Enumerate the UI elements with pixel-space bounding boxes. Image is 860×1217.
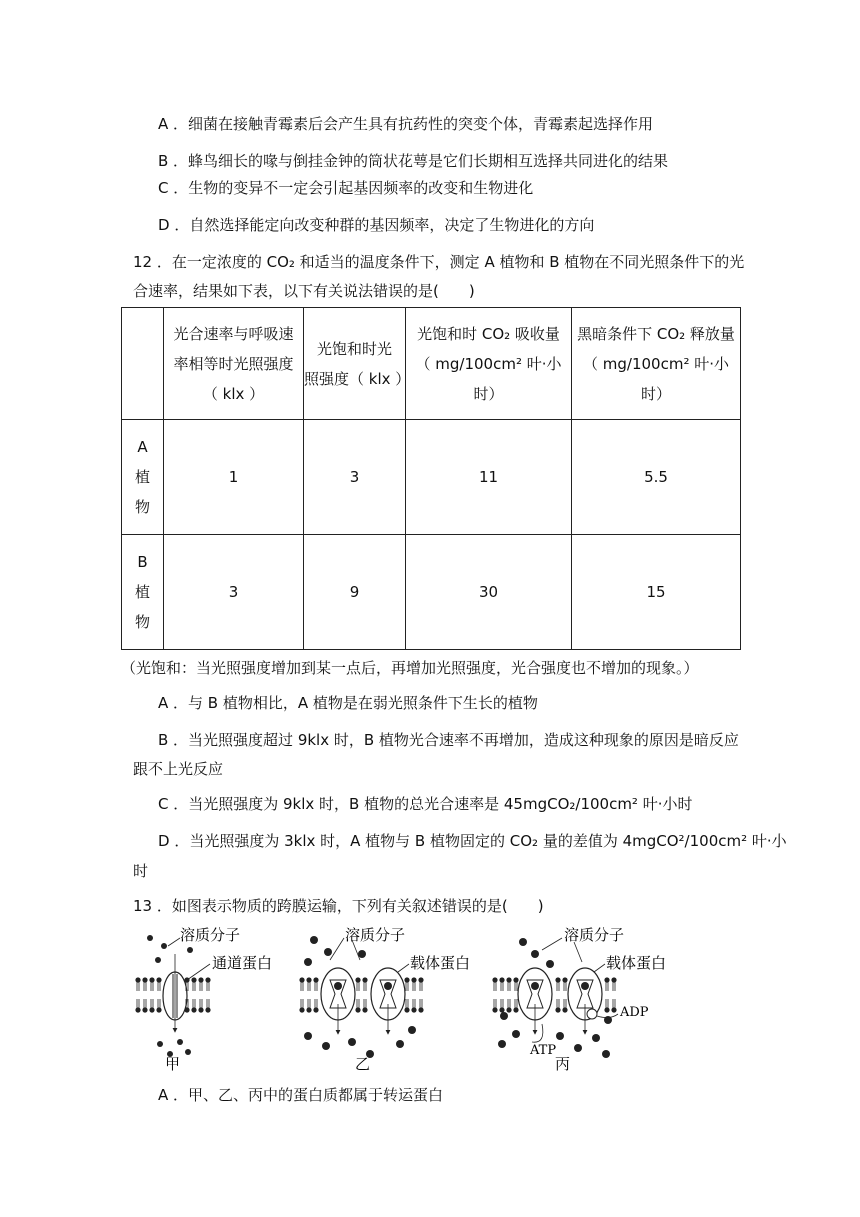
- panel-jia: [147, 926, 272, 1072]
- table-cell: 3: [164, 535, 304, 650]
- header-cell-co2-uptake: 光饱和时 CO₂ 吸收量 （ mg/100cm² 叶·小时）: [406, 308, 572, 420]
- panel-label-yi: 乙: [355, 1055, 371, 1072]
- q12-option-b-line1: B ．当光照强度超过 9klx 时，B 植物光合速率不再增加，造成这种现象的原因是暗反应: [158, 731, 739, 749]
- solute-label-yi: 溶质分子: [345, 926, 406, 944]
- row-label: B 植 物: [122, 535, 164, 650]
- adp-label: ADP: [620, 1005, 649, 1020]
- q12-note: （光饱和：当光照强度增加到某一点后，再增加光照强度，光合强度也不增加的现象。）: [121, 659, 699, 677]
- table-cell: 30: [406, 535, 572, 650]
- q11-option-d: D ．自然选择能定向改变种群的基因频率，决定了生物进化的方向: [158, 216, 595, 234]
- header-cell-compensation-point: 光合速率与呼吸速 率相等时光照强度 （ klx ）: [164, 308, 304, 420]
- table-row: [122, 535, 741, 650]
- q13-stem: 13 ．如图表示物质的跨膜运输，下列有关叙述错误的是( ): [133, 897, 544, 915]
- table-cell: 1: [164, 420, 304, 535]
- table-header-row: [122, 308, 741, 420]
- header-cell-saturation-light: 光饱和时光 照强度（ klx ）: [304, 308, 406, 420]
- header-cell-empty: [122, 308, 164, 420]
- table-cell: 15: [572, 535, 741, 650]
- q12-option-a: A ．与 B 植物相比，A 植物是在弱光照条件下生长的植物: [158, 694, 538, 712]
- solute-label-bing: 溶质分子: [564, 926, 625, 944]
- atp-label: ATP: [530, 1043, 557, 1058]
- panel-label-bing: 丙: [555, 1055, 571, 1072]
- header-cell-co2-release: 黑暗条件下 CO₂ 释放量 （ mg/100cm² 叶·小时）: [572, 308, 741, 420]
- panel-yi: [304, 926, 470, 1072]
- table-cell: 5.5: [572, 420, 741, 535]
- solute-label-jia: 溶质分子: [180, 926, 241, 944]
- table-cell: 11: [406, 420, 572, 535]
- table-row: [122, 420, 741, 535]
- membrane-transport-diagram: [130, 924, 690, 1072]
- panel-label-jia: 甲: [165, 1055, 181, 1072]
- q13-option-a: A ．甲、乙、丙中的蛋白质都属于转运蛋白: [158, 1086, 444, 1104]
- q12-data-table: [121, 307, 741, 650]
- table-cell: 3: [304, 420, 406, 535]
- q11-option-b: B ．蜂鸟细长的喙与倒挂金钟的筒状花萼是它们长期相互选择共同进化的结果: [158, 152, 669, 170]
- q12-option-b-line2: 跟不上光反应: [133, 760, 224, 778]
- table-cell: 9: [304, 535, 406, 650]
- q12-option-d-line1: D ．当光照强度为 3klx 时，A 植物与 B 植物固定的 CO₂ 量的差值为 4mgCO²/100cm² 叶·小: [158, 832, 787, 850]
- q12-option-d-line2: 时: [133, 862, 149, 880]
- row-label: A 植 物: [122, 420, 164, 535]
- panel-bing: [498, 926, 666, 1072]
- q12-stem-line1: 12 ．在一定浓度的 CO₂ 和适当的温度条件下，测定 A 植物和 B 植物在不同光照条件下的光: [133, 253, 745, 271]
- q11-option-c: C ．生物的变异不一定会引起基因频率的改变和生物进化: [158, 179, 534, 197]
- q12-option-c: C ．当光照强度为 9klx 时，B 植物的总光合速率是 45mgCO₂/100cm² 叶·小时: [158, 795, 693, 813]
- q12-stem-line2: 合速率，结果如下表，以下有关说法错误的是( ): [133, 282, 475, 300]
- channel-label: 通道蛋白: [212, 954, 273, 972]
- carrier-label-bing: 载体蛋白: [606, 954, 667, 972]
- carrier-label-yi: 载体蛋白: [410, 954, 471, 972]
- q11-option-a: A ．细菌在接触青霉素后会产生具有抗药性的突变个体，青霉素起选择作用: [158, 115, 654, 133]
